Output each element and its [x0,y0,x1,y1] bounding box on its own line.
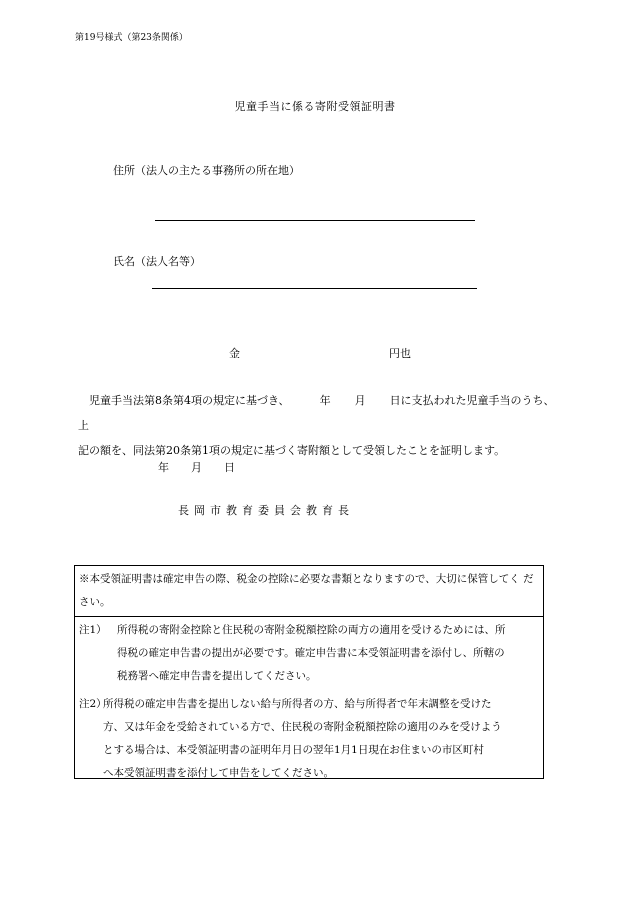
note-1-line: 税務署へ確定申告書を提出してください。 [117,670,317,682]
name-label: 氏名（法人名等） [113,255,201,268]
statement-part1: 児童手当法第8条第4項の規定に基づき、 [89,394,290,407]
warning-line: ※本受領証明書は確定申告の際、税金の控除に必要な書類となりますので、大切に保管してく [79,573,520,585]
form-number: 第19号様式（第23条関係） [75,33,188,43]
date-year: 年 [158,461,169,474]
note-2-line: 方、又は年金を受給されている方で、住民税の寄附金税額控除の適用のみを受けよう [103,721,502,733]
note-2-head: 注2） [79,698,107,710]
amount-prefix: 金 [229,347,240,360]
note-1 [75,617,543,688]
note-1-line: 所得税の寄附金控除と住民税の寄附金税額控除の両方の適用を受けるためには、所 [117,624,506,636]
statement-line-1 [78,388,556,438]
note-2-line: 所得税の確定申告書を提出しない給与所得者の方、給与所得者で年末調整を受けた [103,698,492,710]
note-2-line: へ本受領証明書を添付して申告をしてください。 [103,767,334,779]
amount-suffix: 円也 [389,347,411,360]
document-title: 児童手当に係る寄附受領証明書 [234,100,396,113]
name-blank-line [152,288,477,289]
statement-year: 年 [319,394,331,407]
note-1-line: 得税の確定申告書の提出が必要です。確定申告書に本受領証明書を添付し、所轄の [117,647,505,659]
issue-date [158,459,235,475]
storage-warning [75,566,543,617]
certification-statement [78,388,556,463]
address-label: 住所（法人の主たる事務所の所在地） [113,164,300,177]
issuer-name: 長岡市教育委員会教育長 [178,504,354,517]
note-1-head: 注1） [79,624,107,636]
statement-month: 月 [354,394,366,407]
address-blank-line [155,220,475,221]
note-2 [75,688,543,785]
warning-line: ださい。 [79,573,534,608]
date-month: 月 [191,461,202,474]
statement-part2: 日に支払われた児童手当のうち、上 [78,394,555,432]
note-2-line: とする場合は、本受領証明書の証明年月日の翌年1月1日現在お住まいの市区町村 [103,744,484,756]
date-day: 日 [224,461,235,474]
statement-line-2: 記の額を、同法第20条第1項の規定に基づく寄附額として受領したことを証明します。 [78,444,506,457]
notice-box [74,565,544,779]
